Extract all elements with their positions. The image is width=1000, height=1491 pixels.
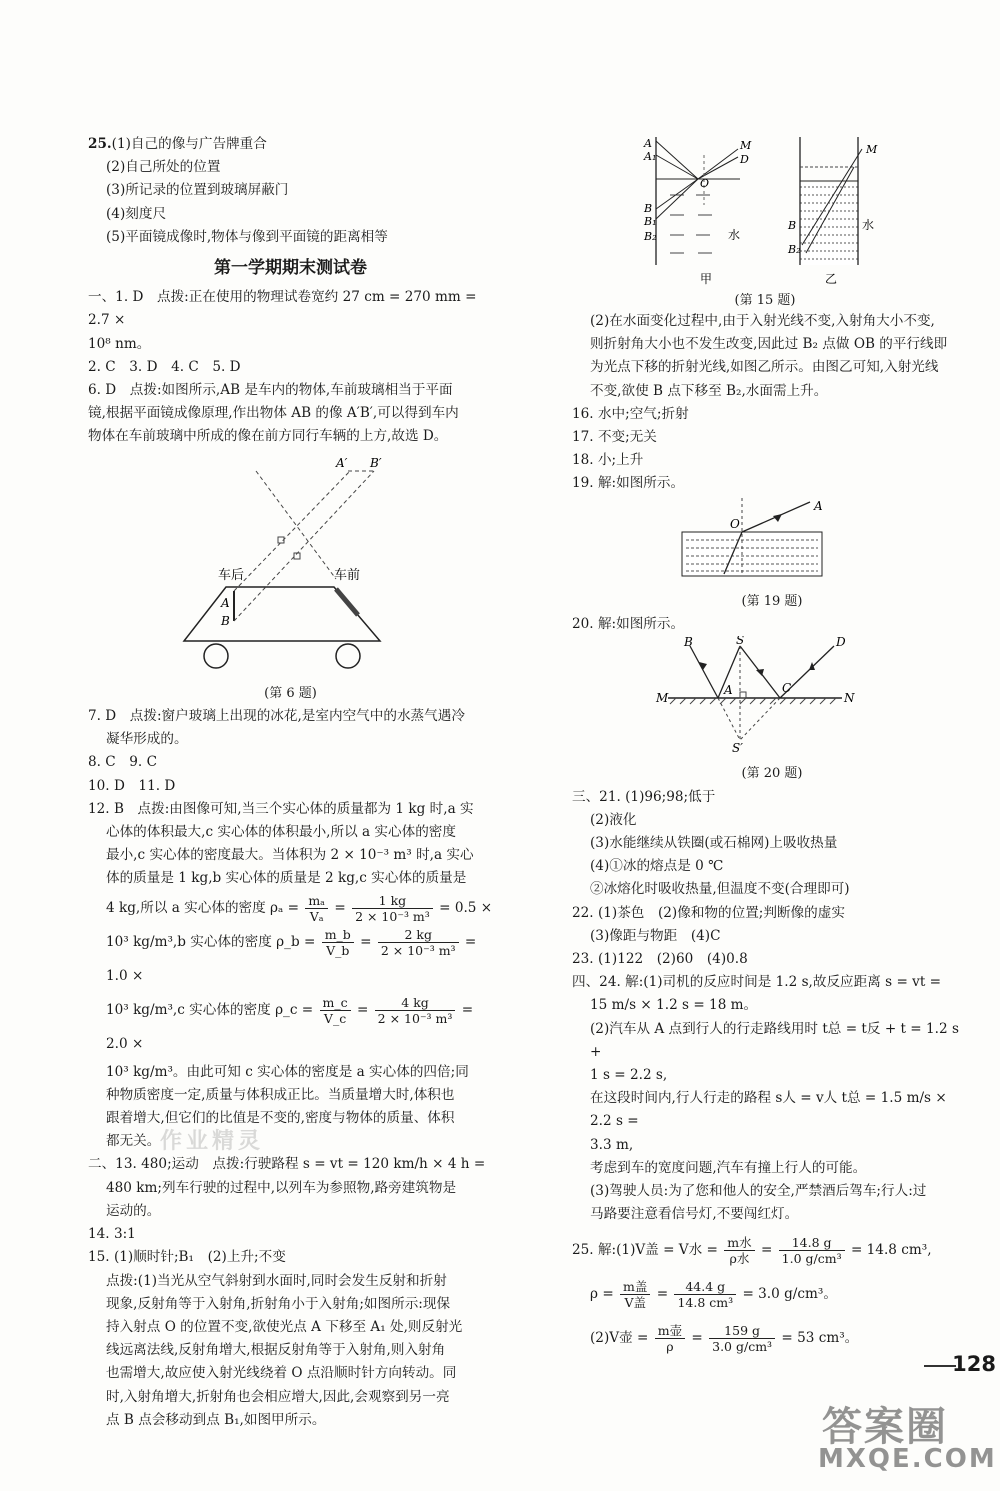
q15-line: 时,入射角增大,折射角也会相应增大,因此,会观察到另一亮 [106, 1388, 450, 1405]
svg-text:水: 水 [728, 228, 741, 242]
label-back: 车后 [218, 567, 245, 583]
svg-text:M: M [866, 143, 878, 156]
svg-text:B₂: B₂ [644, 230, 657, 243]
svg-text:B₁: B₁ [644, 215, 657, 228]
svg-text:S′: S′ [732, 741, 743, 755]
q25-top: 25.(1)自己的像与广告牌重合 (2)自己所处的位置 (3)所记录的位置到玻璃屏蔽门 (4)刻度尺 (5)平面镜成像时,物体与像到平面镜的距离相等 [88, 136, 388, 245]
q20: 20. 解:如图所示。 [572, 616, 685, 633]
q15-2-line: 为光点下移的折射光线,如图乙所示。由图乙可知,入射光线 [590, 359, 939, 376]
svg-text:A: A [814, 498, 823, 513]
svg-text:C: C [782, 681, 792, 696]
q15-line: 也需增大,故应使入射光线绕着 O 点沿顺时针方向转动。同 [106, 1365, 457, 1382]
svg-text:D: D [740, 153, 749, 166]
q15-2-line: 不变,欲使 B 点下移至 B₂,水面需上升。 [590, 382, 828, 399]
q25-formula-2: ρ = $\frac{\text{m盖}}{\text{V盖}}$ = $\frac{44.4 g}{\text{14.8 cm³}}$ = 3.0 g/cm³。 [590, 1278, 837, 1310]
q21-line: 三、21. (1)96;98;低于 [572, 788, 716, 805]
q18: 18. 小;上升 [572, 452, 644, 469]
label-b: B [221, 613, 230, 628]
caption-fig6: (第 6 题) [264, 685, 317, 701]
figure-19 [572, 496, 972, 582]
q24-line: 考虑到车的宽度问题,汽车有撞上行人的可能。 [590, 1159, 867, 1176]
q12-formula-c: 10³ kg/m³,c 实心体的密度 ρ_c = $\frac{m\_c}{V\_c}$ = $\frac{4 kg}{\text{2 × 10⁻³ m³}}$ = 2.0 × [106, 994, 474, 1052]
svg-text:A₁: A₁ [644, 150, 657, 163]
q17: 17. 不变;无关 [572, 429, 657, 446]
q13-line: 运动的。 [106, 1202, 161, 1219]
svg-text:N: N [844, 691, 855, 706]
label-a: A [221, 595, 230, 610]
svg-text:A: A [724, 683, 733, 698]
q24-line: (2)汽车从 A 点到行人的行走路线用时 t总 = t反 + t = 1.2 s + [590, 1020, 959, 1060]
q21-line: ②冰熔化时吸收热量,但温度不变(合理即可) [590, 881, 850, 898]
watermark-stamp: 作业精灵 [160, 1129, 265, 1154]
q16: 16. 水中;空气;折射 [572, 405, 689, 422]
dashed-line [256, 471, 336, 579]
q24-line: 四、24. 解:(1)司机的反应时间是 1.2 s,故反应距离 s = vt = [572, 974, 942, 991]
q25-formula-1: 25. 解:(1)V盖 = V水 = $\frac{\text{m水}}{\text{ρ水}}$ = $\frac{14.8 g}{\text{1.0 g/cm³}}$ = 14.8 cm³, [572, 1234, 932, 1266]
figure-6 [88, 449, 493, 674]
q15-2-line: (2)在水面变化过程中,由于入射光线不变,入射角大小不变, [590, 313, 935, 329]
q15-2-line: 则折射角大小也不发生改变,因此过 B₂ 点做 OB 的平行线即 [590, 336, 948, 353]
q23: 23. (1)122 (2)60 (4)0.8 [572, 951, 748, 968]
car-body [184, 587, 380, 641]
caption-fig15: (第 15 题) [734, 293, 796, 308]
q15-line: 现象,反射角等于入射角,折射角小于入射角;如图所示:现保 [106, 1295, 451, 1312]
q21-line: (2)液化 [590, 811, 637, 828]
right-column [572, 310, 972, 1355]
q12-line: 体的质量是 1 kg,b 实心体的质量是 2 kg,c 实心体的质量是 [106, 870, 467, 887]
q6-line: 6. D 点拨:如图所示,AB 是车内的物体,车前玻璃相当于平面 [88, 382, 453, 399]
svg-text:O: O [700, 177, 710, 190]
q13-line: 二、13. 480;运动 点拨:行驶路程 s = vt = 120 km/h × 4 h = [88, 1156, 486, 1173]
svg-text:S: S [736, 636, 745, 648]
label-b1: B′ [370, 455, 382, 470]
q7-line: 凝华形成的。 [106, 731, 188, 748]
q12-formula-b: 10³ kg/m³,b 实心体的密度 ρ_b = $\frac{m\_b}{V\_b}$ = $\frac{2 kg}{\text{2 × 10⁻³ m³}}$ = 1.0 × [106, 926, 477, 984]
caption-fig20: (第 20 题) [741, 766, 803, 782]
q7-line: 7. D 点拨:窗户玻璃上出现的冰花,是室内空气中的水蒸气遇冷 [88, 708, 465, 725]
svg-text:A: A [644, 137, 652, 150]
q21-line: (4)①冰的熔点是 0 ℃ [590, 858, 724, 875]
q2-5: 2. C 3. D 4. C 5. D [88, 358, 241, 375]
q12-end: 种物质密度一定,质量与体积成正比。当质量增大时,体积也 [106, 1086, 455, 1103]
svg-text:D: D [836, 636, 846, 650]
q1-line: 一、1. D 点拨:正在使用的物理试卷宽约 27 cm = 270 mm = 2.7 × [88, 289, 477, 329]
label-front: 车前 [334, 567, 361, 583]
q24-line: (3)驾驶人员:为了您和他人的安全,严禁酒后驾车;行人:过 [590, 1183, 927, 1200]
svg-text:甲: 甲 [700, 272, 713, 285]
svg-text:M: M [656, 691, 669, 706]
q24-line: 在这段时间内,行人行走的路程 s人 = v人 t总 = 1.5 m/s × 2.2 s = [590, 1090, 947, 1130]
q6-line: 物体在车前玻璃中所成的像在前方同行车辆的上方,故选 D。 [88, 428, 448, 445]
dashed-line [234, 471, 374, 621]
q13-line: 480 km;列车行驶的过程中,以列车为参照物,路旁建筑物是 [106, 1179, 457, 1196]
q12-line: 心体的体积最大,c 实心体的体积最小,所以 a 实心体的密度 [106, 824, 456, 841]
svg-text:乙: 乙 [825, 272, 838, 285]
svg-text:B: B [644, 202, 653, 215]
figure-15 [640, 135, 890, 285]
q24-line: 1 s = 2.2 s, [590, 1067, 668, 1084]
q10-11: 10. D 11. D [88, 777, 176, 794]
svg-text:B: B [684, 636, 693, 650]
q15-line: 点拨:(1)当光从空气斜射到水面时,同时会发生反射和折射 [106, 1272, 447, 1289]
car-wheel [336, 644, 360, 668]
q12-formula-a: 4 kg,所以 a 实心体的密度 ρₐ = $\frac{\text{mₐ}}{\text{Vₐ}}$ = $\frac{1 kg}{\text{2 × 10⁻³ m³}}$ = 0.5 × [106, 892, 493, 924]
q24-line: 3.3 m, [590, 1136, 634, 1153]
q19: 19. 解:如图所示。 [572, 475, 685, 492]
label-a1: A′ [336, 455, 348, 470]
q15-line: 15. (1)顺时针;B₁ (2)上升;不变 [88, 1249, 286, 1266]
q15-line: 点 B 点会移动到点 B₁,如图甲所示。 [106, 1411, 326, 1428]
car-wheel [204, 644, 228, 668]
svg-text:B₂: B₂ [788, 243, 801, 256]
watermark-logo: 答案圈 [822, 1404, 948, 1450]
figure-20 [572, 636, 972, 754]
svg-text:M: M [740, 139, 752, 152]
q21-line: (3)水能继续从铁圈(或石棉网)上吸收热量 [590, 835, 838, 852]
left-column [88, 133, 493, 1432]
q25-formula-3: (2)V壶 = $\frac{\text{m壶}}{\rho}$ = $\frac{159 g}{\text{3.0 g/cm³}}$ = 53 cm³。 [590, 1322, 859, 1354]
caption-fig19: (第 19 题) [741, 593, 803, 609]
q15-line: 持入射点 O 的位置不变,欲使光点 A 下移至 A₁ 处,则反射光 [106, 1318, 463, 1335]
q1-line: 10⁸ nm。 [88, 335, 151, 352]
front-glass [336, 589, 358, 615]
q22-line: 22. (1)茶色 (2)像和物的位置;判断像的虚实 [572, 904, 845, 921]
q12-end: 跟着增大,但它们的比值是不变的,密度与物体的质量、体积 [106, 1110, 455, 1127]
q12-end: 10³ kg/m³。由此可知 c 实心体的密度是 a 实心体的四倍;同 [106, 1063, 469, 1080]
q12-line: 12. B 点拨:由图像可知,当三个实心体的质量都为 1 kg 时,a 实 [88, 800, 474, 817]
svg-text:水: 水 [862, 218, 875, 232]
page-number: 128 [952, 1352, 996, 1376]
svg-text:B: B [788, 219, 797, 232]
q8-9: 8. C 9. C [88, 754, 157, 771]
q24-line: 马路要注意看信号灯,不要闯红灯。 [590, 1206, 799, 1223]
q6-line: 镜,根据平面镜成像原理,作出物体 AB 的像 A′B′,可以得到车内 [88, 405, 459, 422]
dashed-line [234, 471, 350, 591]
q14: 14. 3:1 [88, 1226, 136, 1243]
q15-line: 线远离法线,反射角增大,根据反射角等于入射角,则入射角 [106, 1342, 446, 1359]
q12-end: 都无关。 [106, 1133, 161, 1150]
svg-text:O: O [730, 516, 740, 531]
section-title: 第一学期期末测试卷 [214, 258, 367, 279]
watermark-url: MXQE.COM [818, 1444, 997, 1474]
q12-line: 最小,c 实心体的密度最大。当体积为 2 × 10⁻³ m³ 时,a 实心 [106, 847, 474, 864]
q24-line: 15 m/s × 1.2 s = 18 m。 [590, 997, 758, 1014]
q22-line: (3)像距与物距 (4)C [590, 927, 721, 944]
